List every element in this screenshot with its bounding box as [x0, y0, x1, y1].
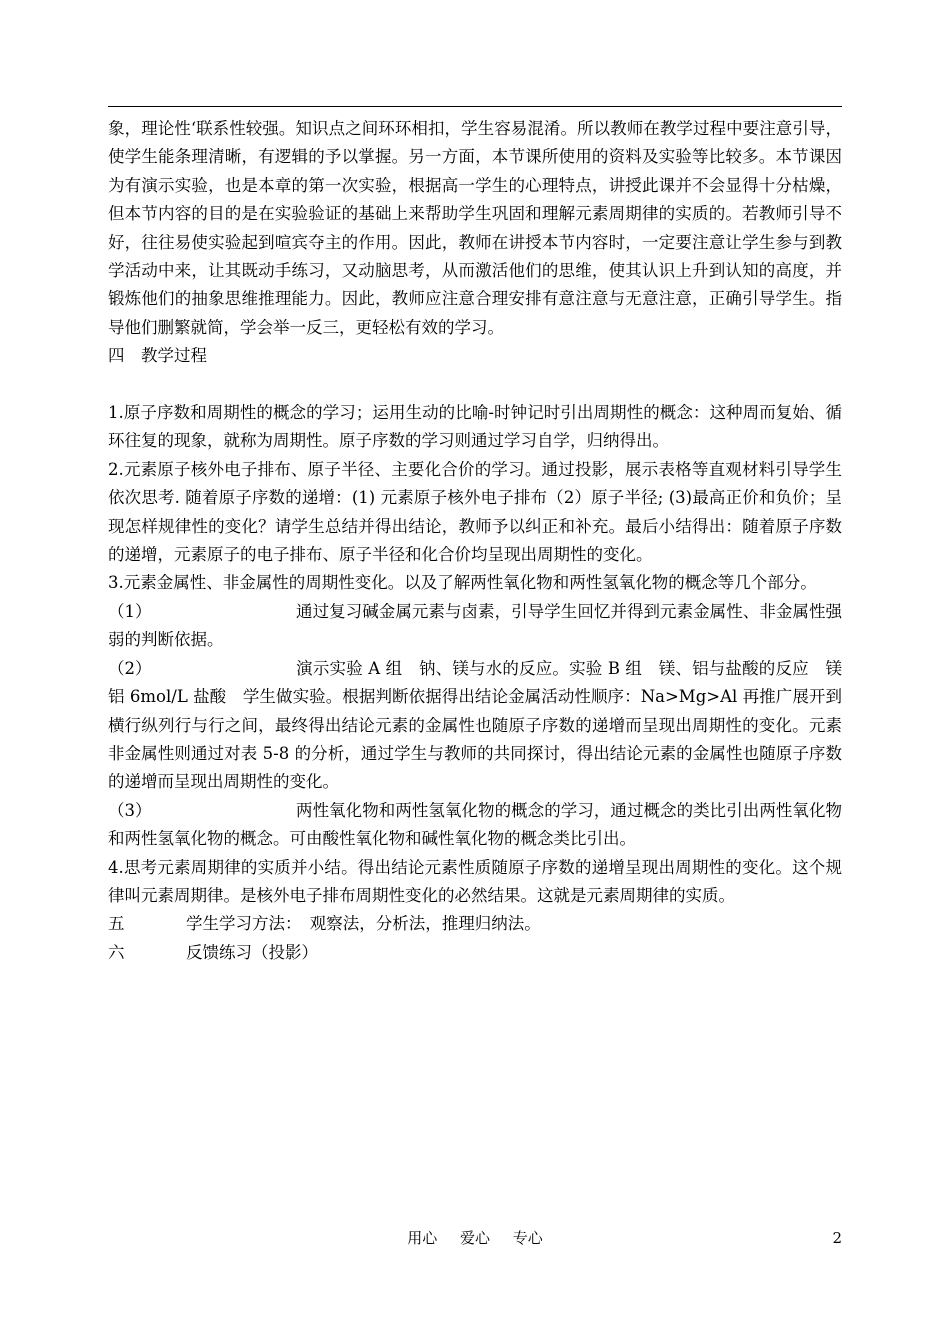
- footer-motto-1: 用心: [407, 1229, 438, 1247]
- process-item-3: 3.元素金属性、非金属性的周期性变化。以及了解两性氧化物和两性氢氧化物的概念等几个部分。: [108, 573, 817, 593]
- sub-item-1: [108, 598, 842, 655]
- section-six-label: 六: [108, 942, 125, 962]
- section-five-label: 五: [108, 914, 125, 934]
- section-four-heading: 四 教学过程: [108, 346, 207, 366]
- header-rule: [108, 106, 842, 107]
- process-item-1: 1.原子序数和周期性的概念的学习；运用生动的比喻-时钟记时引出周期性的概念：这种周而复始、循环往复的现象，就称为周期性。原子序数的学习则通过学习自学，归纳得出。: [108, 403, 842, 451]
- document-body: [108, 115, 859, 967]
- sub-item-3-text: 两性氧化物和两性氢氧化物的概念的学习，通过概念的类比引出两性氧化物和两性氢氧化物的概念。可由酸性氧化物和碱性氧化物的概念类比引出。: [108, 800, 842, 849]
- page-number: 2: [832, 1229, 842, 1247]
- sub-item-2-number: （2）: [108, 658, 152, 678]
- section-six-text: 反馈练习（投影）: [186, 942, 318, 962]
- blank-line: [108, 371, 842, 399]
- footer-motto-2: 爱心: [459, 1229, 490, 1247]
- sub-item-3: [108, 797, 842, 854]
- sub-item-2-text: 演示实验 A 组 钠、镁与水的反应。实验 B 组 镁、铝与盐酸的反应 镁 铝 6mol/L 盐酸 学生做实验。根据判断依据得出结论金属活动性顺序：Na>Mg>Al 再推广展开到横行纵列行与行之间，最终得出结论元素的金属性也随原子序数的递增而呈现出周期性的变化。元素非金属性则通过对表 5-8 的分析，通过学生与教师的共同探讨，得出结论元素的金属性也随原子序数的递增而呈现出周期性的变化。: [108, 658, 859, 792]
- sub-item-3-number: （3）: [108, 800, 152, 820]
- process-item-4: 4.思考元素周期律的实质并小结。得出结论元素性质随原子序数的递增呈现出周期性的变化。这个规律叫元素周期律。是核外电子排布周期性变化的必然结果。这就是元素周期律的实质。: [108, 857, 842, 905]
- section-six: [108, 939, 842, 967]
- sub-item-2: [108, 655, 859, 797]
- footer-motto-3: 专心: [512, 1229, 543, 1247]
- section-five: [108, 910, 842, 938]
- footer-motto: [0, 1228, 950, 1248]
- sub-item-1-number: （1）: [108, 601, 152, 621]
- process-item-2: 2.元素原子核外电子排布、原子半径、主要化合价的学习。通过投影，展示表格等直观材料引导学生依次思考. 随着原子序数的递增：(1) 元素原子核外电子排布（2）原子半径; (3)最高正价和负价；呈现怎样规律性的变化？请学生总结并得出结论，教师予以纠正和补充。最后小结得出：随着原子序数的递增，元素原子的电子排布、原子半径和化合价均呈现出周期性的变化。: [108, 459, 842, 565]
- sub-item-1-text: 通过复习碱金属元素与卤素，引导学生回忆并得到元素金属性、非金属性强弱的判断依据。: [108, 601, 842, 650]
- section-five-text: 学生学习方法： 观察法，分析法，推理归纳法。: [186, 914, 541, 934]
- intro-paragraph: 象，理论性‘联系性较强。知识点之间环环相扣，学生容易混淆。所以教师在教学过程中要注意引导，使学生能条理清晰，有逻辑的予以掌握。另一方面，本节课所使用的资料及实验等比较多。本节课因为有演示实验，也是本章的第一次实验，根据高一学生的心理特点，讲授此课并不会显得十分枯燥，但本节内容的目的是在实验验证的基础上来帮助学生巩固和理解元素周期律的实质的。若教师引导不好，往往易使实验起到喧宾夺主的作用。因此，教师在讲授本节内容时，一定要注意让学生参与到教学活动中来，让其既动手练习，又动脑思考，从而激活他们的思维，使其认识上升到认知的高度，并锻炼他们的抽象思维推理能力。因此，教师应注意合理安排有意注意与无意注意，正确引导学生。指导他们删繁就简，学会举一反三，更轻松有效的学习。: [108, 119, 842, 337]
